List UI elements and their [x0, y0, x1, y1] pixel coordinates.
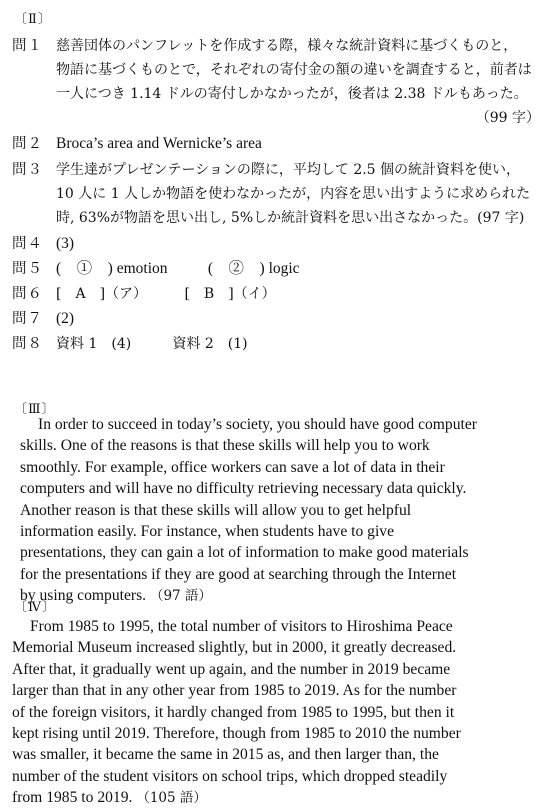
q3-line-2: 10 人に 1 人しか物語を使わなかったが，内容を思い出すように求められた [56, 186, 531, 202]
s4-line: was smaller, it became the same in 2015 as, and then larger than, the [12, 746, 439, 764]
s3-line: Another reason is that these skills will allow you to get helpful [20, 501, 412, 519]
question-3-label: 問３ [12, 162, 43, 178]
s4-last-text: from 1985 to 2019. [12, 789, 133, 807]
s4-line: larger than that in any other year from 1985 to 2019. As for the number [12, 682, 457, 700]
question-5-answer [56, 257, 542, 281]
q5-part-2: ( ② ) logic [207, 260, 300, 277]
q1-line-3: 一人につき 1.14 ドルの寄付しかなかったが，後者は 2.38 ドルもあった。 [56, 86, 528, 102]
q6-part-1: [ A ]（ア） [56, 286, 148, 302]
question-5-label: 問５ [12, 261, 43, 277]
question-1-label: 問１ [12, 38, 43, 54]
section-3-paragraph [20, 414, 540, 608]
q8-part-1: 資料 1 (4) [56, 336, 132, 352]
q8-part-2: 資料 2 (1) [172, 336, 248, 352]
s4-line-text: From 1985 to 1995, the total number of visitors to Hiroshima Peace [30, 618, 453, 635]
s3-line: information easily. For instance, when students have to give [20, 523, 395, 541]
s3-word-count: （97 語） [149, 588, 212, 605]
q3-line-3: 時, 63%が物語を思い出し, 5%しか統計資料を思い出さなかった。(97 字) [56, 210, 525, 226]
s3-line-text: In order to succeed in today’s society, you should have good computer [38, 416, 477, 433]
s4-last-line [12, 787, 540, 809]
question-8-answer [56, 332, 542, 356]
s3-line: skills. One of the reasons is that these skills will help you to work [20, 437, 430, 455]
q1-line-2: 物語に基づくものとで，それぞれの寄付金の額の違いを調査すると，前者は [56, 62, 532, 78]
section-4-heading: 〔Ⅳ〕 [14, 600, 56, 615]
question-4-label: 問４ [12, 236, 43, 252]
q5-part-1: ( ① ) emotion [56, 260, 168, 277]
question-7-answer: (2) [56, 310, 75, 327]
section-4-paragraph [12, 616, 540, 810]
s4-line: kept rising until 2019. Therefore, though from 1985 to 2010 the number [12, 725, 461, 743]
question-4-answer: (3) [56, 235, 75, 252]
s3-last-text: by using computers. [20, 587, 147, 605]
s3-line: presentations, they can gain a lot of information to make good materials [20, 544, 469, 562]
s4-line: Memorial Museum increased slightly, but in 2000, it greatly decreased. [12, 639, 457, 657]
question-7-label: 問７ [12, 311, 43, 327]
s3-line: computers and will have no difficulty retrieving necessary data quickly. [20, 480, 467, 498]
s3-last-line [20, 585, 540, 607]
q1-line-1: 慈善団体のパンフレットを作成する際，様々な統計資料に基づくものと， [56, 38, 518, 54]
question-6-label: 問６ [12, 286, 43, 302]
question-6-answer [56, 282, 542, 306]
s4-line: of the foreign visitors, it hardly changed from 1985 to 1995, but then it [12, 703, 455, 721]
section-3-heading: 〔Ⅲ〕 [14, 402, 56, 417]
s4-word-count: （105 語） [136, 790, 207, 807]
question-8-label: 問８ [12, 336, 43, 352]
q6-part-2: [ B ]（イ） [184, 286, 276, 302]
s4-line: After that, it gradually went up again, and the number in 2019 became [12, 660, 451, 678]
s3-line: smoothly. For example, office workers can save a lot of data in their [20, 458, 445, 476]
question-1-answer [56, 34, 542, 58]
section-2-heading: 〔Ⅱ〕 [14, 12, 52, 27]
q3-line-1: 学生達がプレゼンテーションの際に，平均して 2.5 個の統計資料を使い， [56, 162, 521, 178]
q1-char-count: （99 字） [475, 110, 540, 126]
s4-line [12, 616, 540, 637]
question-2-label: 問２ [12, 136, 43, 152]
s4-line: number of the student visitors on school trips, which dropped steadily [12, 767, 448, 785]
s3-line: for the presentations if they are good at searching through the Internet [20, 565, 457, 583]
question-2-answer: Broca’s area and Wernicke’s area [56, 135, 262, 152]
s3-line [20, 414, 540, 435]
